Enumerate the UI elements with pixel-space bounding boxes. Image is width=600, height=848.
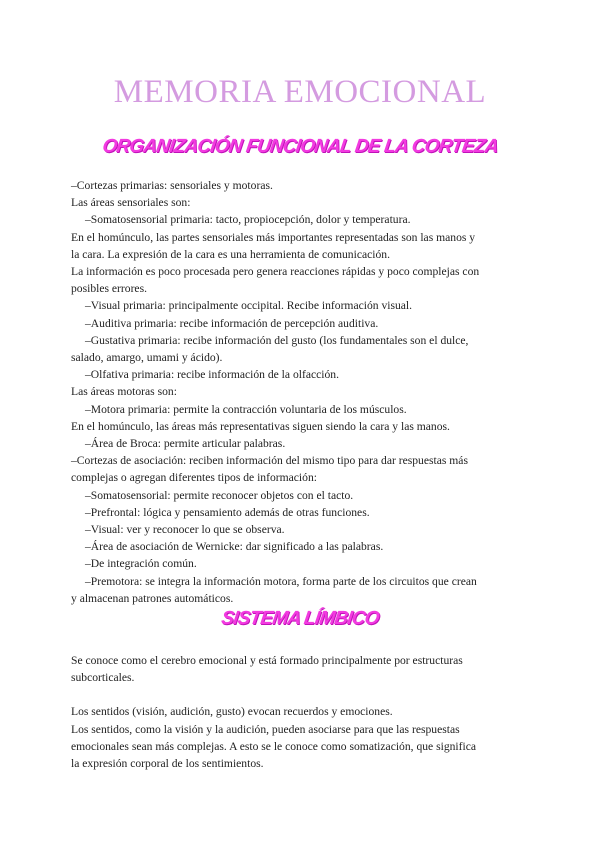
text-line: posibles errores. [71, 282, 147, 296]
text-line: Las áreas sensoriales son: [71, 196, 191, 210]
text-line: y almacenan patrones automáticos. [71, 591, 234, 605]
section-heading-limbico: SISTEMA LÍMBICO [219, 608, 381, 629]
text-line: –Auditiva primaria: recibe información de percepción auditiva. [85, 316, 379, 330]
text-line: salado, amargo, umami y ácido). [71, 351, 223, 365]
text-line: Los sentidos (visión, audición, gusto) evocan recuerdos y emociones. [71, 705, 393, 719]
text-line: subcorticales. [71, 671, 135, 685]
text-line: –Cortezas de asociación: reciben información del mismo tipo para dar respuestas más [71, 454, 468, 468]
text-line: –Somatosensorial: permite reconocer objetos con el tacto. [85, 488, 354, 502]
text-line: La información es poco procesada pero genera reacciones rápidas y poco complejas con [71, 265, 480, 279]
text-line: –Área de Broca: permite articular palabras. [85, 437, 286, 451]
text-line: emocionales sean más complejas. A esto se le conoce como somatización, que significa [71, 739, 477, 753]
section-body-limbico [71, 652, 527, 772]
text-line [71, 686, 527, 703]
text-line: –Motora primaria: permite la contracción voluntaria de los músculos. [85, 402, 407, 416]
section-body-corteza [71, 177, 527, 607]
text-line: –Prefrontal: lógica y pensamiento además de otras funciones. [85, 505, 370, 519]
text-line: –Gustativa primaria: recibe información del gusto (los fundamentales son el dulce, [85, 333, 469, 347]
text-line: En el homúnculo, las áreas más representativas siguen siendo la cara y las manos. [71, 419, 450, 433]
text-line: –Cortezas primarias: sensoriales y motoras. [71, 179, 273, 192]
text-line: –Área de asociación de Wernicke: dar significado a las palabras. [85, 540, 384, 554]
text-line: –Visual primaria: principalmente occipital. Recibe información visual. [85, 299, 413, 313]
text-line: complejas o agregan diferentes tipos de información: [71, 471, 317, 485]
text-line: Se conoce como el cerebro emocional y está formado principalmente por estructuras [71, 654, 463, 667]
text-line: –Premotora: se integra la información motora, forma parte de los circuitos que crean [85, 574, 477, 588]
text-line: En el homúnculo, las partes sensoriales más importantes representadas son las manos y [71, 230, 476, 244]
section-heading-corteza: ORGANIZACIÓN FUNCIONAL DE LA CORTEZA [101, 136, 500, 157]
text-line: la expresión corporal de los sentimientos. [71, 757, 264, 771]
text-line: la cara. La expresión de la cara es una herramienta de comunicación. [71, 247, 390, 261]
document-title: MEMORIA EMOCIONAL [113, 74, 487, 110]
text-line: Las áreas motoras son: [71, 385, 177, 399]
text-line: Los sentidos, como la visión y la audición, pueden asociarse para que las respuestas [71, 722, 460, 736]
text-line: –Visual: ver y reconocer lo que se observa. [85, 523, 285, 537]
text-line: –Somatosensorial primaria: tacto, propiocepción, dolor y temperatura. [85, 213, 411, 227]
text-line: –De integración común. [85, 557, 197, 571]
text-line: –Olfativa primaria: recibe información de la olfacción. [85, 368, 339, 382]
